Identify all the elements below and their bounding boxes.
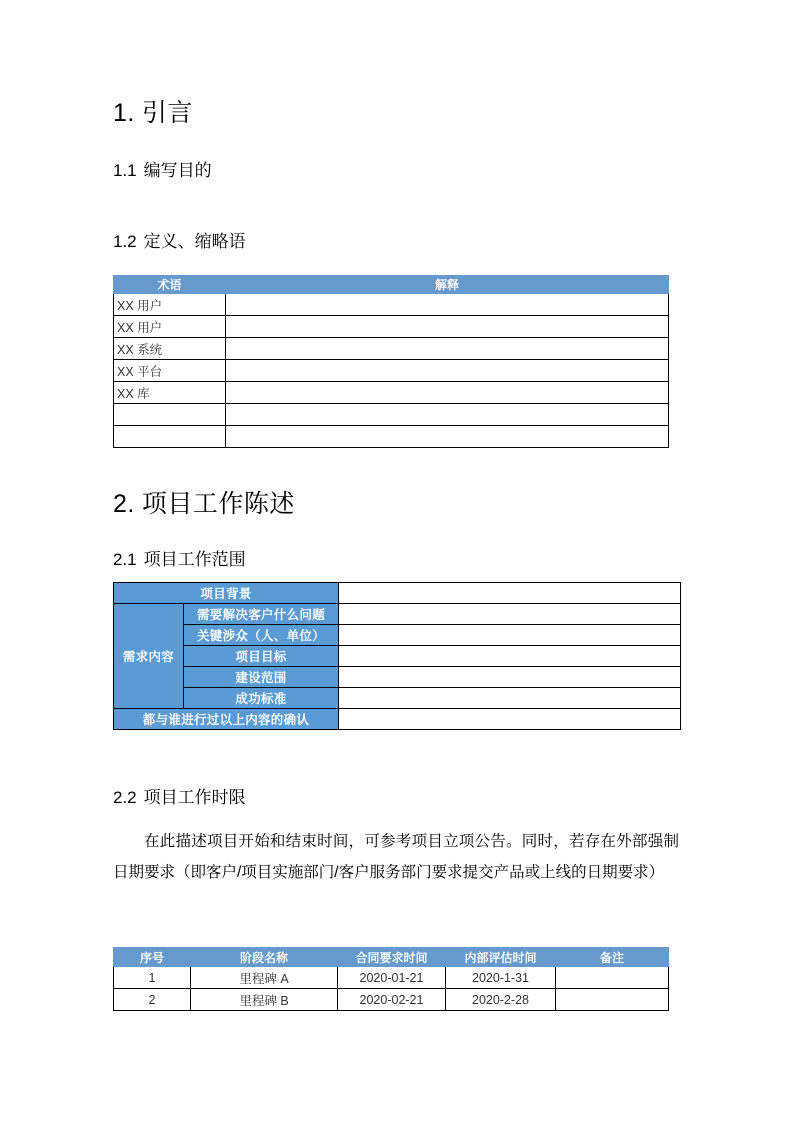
table-row <box>114 426 669 448</box>
milestone-cell-contract-date[interactable]: 2020-02-21 <box>338 989 446 1011</box>
scope-value-stakeholders[interactable] <box>339 625 681 646</box>
heading-section-2-1-number: 2.1 <box>113 550 137 569</box>
heading-section-2 <box>113 489 295 519</box>
terms-cell-explanation[interactable] <box>226 338 669 360</box>
scope-value-goal[interactable] <box>339 646 681 667</box>
heading-section-1-title: 引言 <box>141 99 193 127</box>
table-header-row <box>114 948 669 967</box>
milestone-header-contract-date: 合同要求时间 <box>338 948 446 967</box>
scope-label-background: 项目背景 <box>114 583 339 604</box>
heading-section-2-title: 项目工作陈述 <box>141 490 295 518</box>
table-row <box>114 604 681 625</box>
milestone-header-seq: 序号 <box>114 948 191 967</box>
heading-section-2-2-number: 2.2 <box>113 788 137 807</box>
heading-section-2-number: 2. <box>113 490 135 518</box>
scope-label-build-scope: 建设范围 <box>184 667 339 688</box>
scope-label-success-criteria: 成功标准 <box>184 688 339 709</box>
heading-section-1-1-title: 编写目的 <box>143 161 212 180</box>
terms-cell-term[interactable]: XX 用户 <box>114 316 226 338</box>
terms-header-term: 术语 <box>114 276 226 294</box>
table-row <box>114 404 669 426</box>
scope-table-container <box>113 582 680 730</box>
table-row <box>114 625 681 646</box>
scope-value-background[interactable] <box>339 583 681 604</box>
scope-value-confirmation[interactable] <box>339 709 681 730</box>
terms-table-container <box>113 275 668 448</box>
milestone-cell-seq[interactable]: 1 <box>114 967 191 989</box>
milestone-cell-seq[interactable]: 2 <box>114 989 191 1011</box>
heading-section-1-2-title: 定义、缩略语 <box>143 232 246 251</box>
scope-label-requirement-group: 需求内容 <box>114 604 184 709</box>
milestone-cell-contract-date[interactable]: 2020-01-21 <box>338 967 446 989</box>
table-row <box>114 316 669 338</box>
milestone-header-internal-date: 内部评估时间 <box>446 948 556 967</box>
table-row <box>114 688 681 709</box>
terms-cell-explanation[interactable] <box>226 404 669 426</box>
milestone-cell-stage[interactable]: 里程碑 B <box>191 989 338 1011</box>
terms-cell-explanation[interactable] <box>226 382 669 404</box>
heading-section-2-1-title: 项目工作范围 <box>143 550 246 569</box>
table-row <box>114 338 669 360</box>
milestone-header-remark: 备注 <box>556 948 669 967</box>
terms-cell-explanation[interactable] <box>226 360 669 382</box>
milestone-cell-internal-date[interactable]: 2020-2-28 <box>446 989 556 1011</box>
scope-label-problem: 需要解决客户什么问题 <box>184 604 339 625</box>
paragraph-section-2-2: 在此描述项目开始和结束时间，可参考项目立项公告。同时，若存在外部强制日期要求（即客户/项目实施部门/客户服务部门要求提交产品或上线的日期要求） <box>113 833 679 881</box>
milestone-header-stage: 阶段名称 <box>191 948 338 967</box>
heading-section-1-number: 1. <box>113 99 135 127</box>
heading-section-2-1 <box>113 550 246 570</box>
table-row <box>114 382 669 404</box>
table-row <box>114 294 669 316</box>
terms-cell-term[interactable]: XX 系统 <box>114 338 226 360</box>
heading-section-1-2-number: 1.2 <box>113 232 137 251</box>
terms-cell-explanation[interactable] <box>226 294 669 316</box>
scope-value-build-scope[interactable] <box>339 667 681 688</box>
terms-cell-term[interactable] <box>114 404 226 426</box>
milestone-table <box>113 947 669 1011</box>
terms-cell-explanation[interactable] <box>226 426 669 448</box>
milestone-table-container <box>113 947 668 1011</box>
table-row-confirm <box>114 709 681 730</box>
milestone-cell-remark[interactable] <box>556 989 669 1011</box>
milestone-cell-internal-date[interactable]: 2020-1-31 <box>446 967 556 989</box>
table-row-background <box>114 583 681 604</box>
scope-label-goal: 项目目标 <box>184 646 339 667</box>
heading-section-1 <box>113 98 193 128</box>
scope-label-confirmation: 都与谁进行过以上内容的确认 <box>114 709 339 730</box>
table-row <box>114 989 669 1011</box>
scope-value-problem[interactable] <box>339 604 681 625</box>
terms-cell-term[interactable]: XX 平台 <box>114 360 226 382</box>
terms-table <box>113 275 669 448</box>
table-row <box>114 667 681 688</box>
terms-cell-term[interactable]: XX 库 <box>114 382 226 404</box>
milestone-cell-remark[interactable] <box>556 967 669 989</box>
terms-cell-term[interactable]: XX 用户 <box>114 294 226 316</box>
heading-section-1-1-number: 1.1 <box>113 161 137 180</box>
milestone-cell-stage[interactable]: 里程碑 A <box>191 967 338 989</box>
table-row <box>114 967 669 989</box>
heading-section-2-2-title: 项目工作时限 <box>143 788 246 807</box>
terms-cell-term[interactable] <box>114 426 226 448</box>
scope-value-success-criteria[interactable] <box>339 688 681 709</box>
table-header-row <box>114 276 669 294</box>
table-row <box>114 360 669 382</box>
heading-section-1-1 <box>113 161 212 181</box>
table-row <box>114 646 681 667</box>
heading-section-1-2 <box>113 232 246 252</box>
scope-label-stakeholders: 关键涉众（人、单位） <box>184 625 339 646</box>
terms-header-explanation: 解释 <box>226 276 669 294</box>
scope-table <box>113 582 681 730</box>
terms-cell-explanation[interactable] <box>226 316 669 338</box>
heading-section-2-2 <box>113 788 246 808</box>
